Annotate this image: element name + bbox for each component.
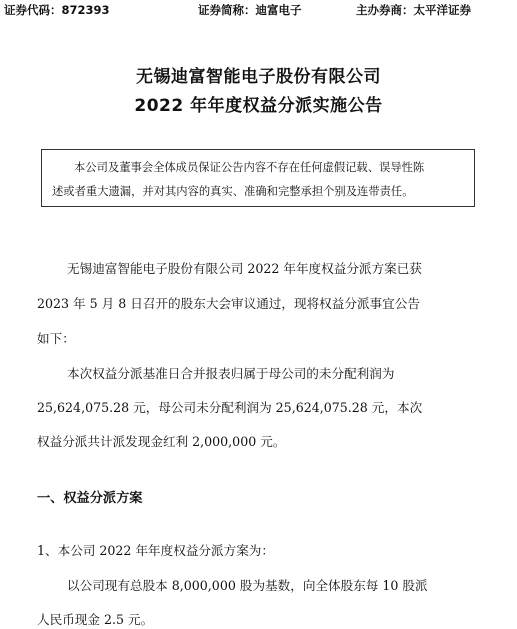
paragraph-line: 如下： bbox=[37, 331, 75, 346]
paragraph-line: 本次权益分派基准日合并报表归属于母公司的未分配利润为 bbox=[67, 366, 395, 381]
paragraph-line: 2023 年 5 月 8 日召开的股东大会审议通过，现将权益分派事宜公告 bbox=[37, 296, 420, 311]
paragraph-line: 人民币现金 2.5 元。 bbox=[37, 612, 154, 627]
disclaimer-line-1: 本公司及董事会全体成员保证公告内容不存在任何虚假记载、误导性陈 bbox=[74, 161, 425, 174]
paragraph-line: 权益分派共计派发现金红利 2,000,000 元。 bbox=[37, 434, 286, 449]
stock-abbreviation: 证券简称：迪富电子 bbox=[198, 3, 302, 17]
paragraph-line: 1、本公司 2022 年年度权益分派方案为： bbox=[37, 543, 274, 558]
document-title: 2022 年年度权益分派实施公告 bbox=[134, 96, 383, 116]
company-title: 无锡迪富智能电子股份有限公司 bbox=[136, 67, 381, 87]
paragraph-line: 25,624,075.28 元，母公司未分配利润为 25,624,075.28 元，本次 bbox=[37, 400, 423, 415]
disclaimer-line-2: 述或者重大遗漏，并对其内容的真实、准确和完整承担个别及连带责任。 bbox=[52, 185, 414, 198]
sponsor-broker: 主办券商：太平洋证券 bbox=[356, 3, 471, 17]
stock-code: 证券代码：872393 bbox=[4, 3, 110, 17]
disclaimer-box bbox=[41, 149, 475, 207]
document-header bbox=[0, 0, 517, 20]
paragraph-line: 无锡迪富智能电子股份有限公司 2022 年年度权益分派方案已获 bbox=[67, 261, 422, 276]
section-heading: 一、权益分派方案 bbox=[37, 491, 143, 506]
paragraph-line: 以公司现有总股本 8,000,000 股为基数，向全体股东每 10 股派 bbox=[67, 578, 428, 593]
